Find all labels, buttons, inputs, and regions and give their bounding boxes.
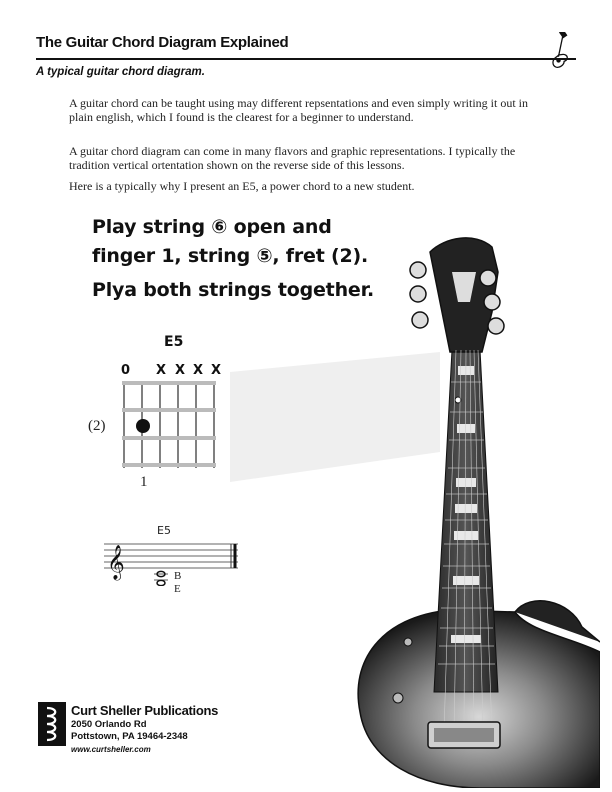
finger-label: 1 (140, 474, 148, 490)
treble-clef-icon: 𝄞 (107, 545, 125, 580)
section-subtitle: A typical guitar chord diagram. (36, 66, 205, 78)
instruction-line-1: Play string ⑥ open and (92, 216, 332, 238)
electric-guitar-image (230, 232, 600, 788)
string-mark-4: X (175, 363, 186, 378)
note-label-b: B (174, 570, 182, 582)
guitar-icon (540, 32, 580, 72)
fret-label: (2) (88, 418, 106, 434)
chord-name: E5 (164, 334, 184, 350)
note-label-e: E (174, 583, 181, 595)
publisher-address-1: 2050 Orlando Rd (71, 719, 147, 730)
page-title: The Guitar Chord Diagram Explained (36, 34, 289, 51)
publisher-website-link[interactable]: www.curtsheller.com (71, 745, 151, 754)
instruction-line-3: Plya both strings together. (92, 279, 375, 301)
publisher-name: Curt Sheller Publications (71, 703, 219, 718)
string-mark-5: X (156, 363, 167, 378)
note-e (157, 580, 165, 585)
finger-dot (136, 419, 150, 433)
intro-paragraph: A guitar chord can be taught using may different repsentations and even simply writing it out in plain english, which I found is the clearest for a beginner to understand. (69, 96, 529, 124)
music-staff (100, 536, 242, 586)
string-mark-2: X (211, 363, 222, 378)
instruction-line-2: finger 1, string ⑤, fret (2). (92, 245, 368, 267)
string-mark-6: 0 (121, 363, 131, 378)
diagram-paragraph: A guitar chord diagram can come in many flavors and graphic representations. I typically the tradition vertical ortentation shown on the reverse side of this lessons. (69, 144, 516, 172)
chord-grid (118, 380, 224, 472)
string-mark-3: X (193, 363, 204, 378)
staff-chord-symbol: E5 (157, 524, 171, 537)
header-rule (36, 58, 576, 60)
e5-paragraph: Here is a typically why I present an E5, a power chord to a new student. (69, 179, 415, 193)
publisher-address-2: Pottstown, PA 19464-2348 (71, 731, 188, 742)
curt-sheller-logo-icon (38, 702, 66, 746)
